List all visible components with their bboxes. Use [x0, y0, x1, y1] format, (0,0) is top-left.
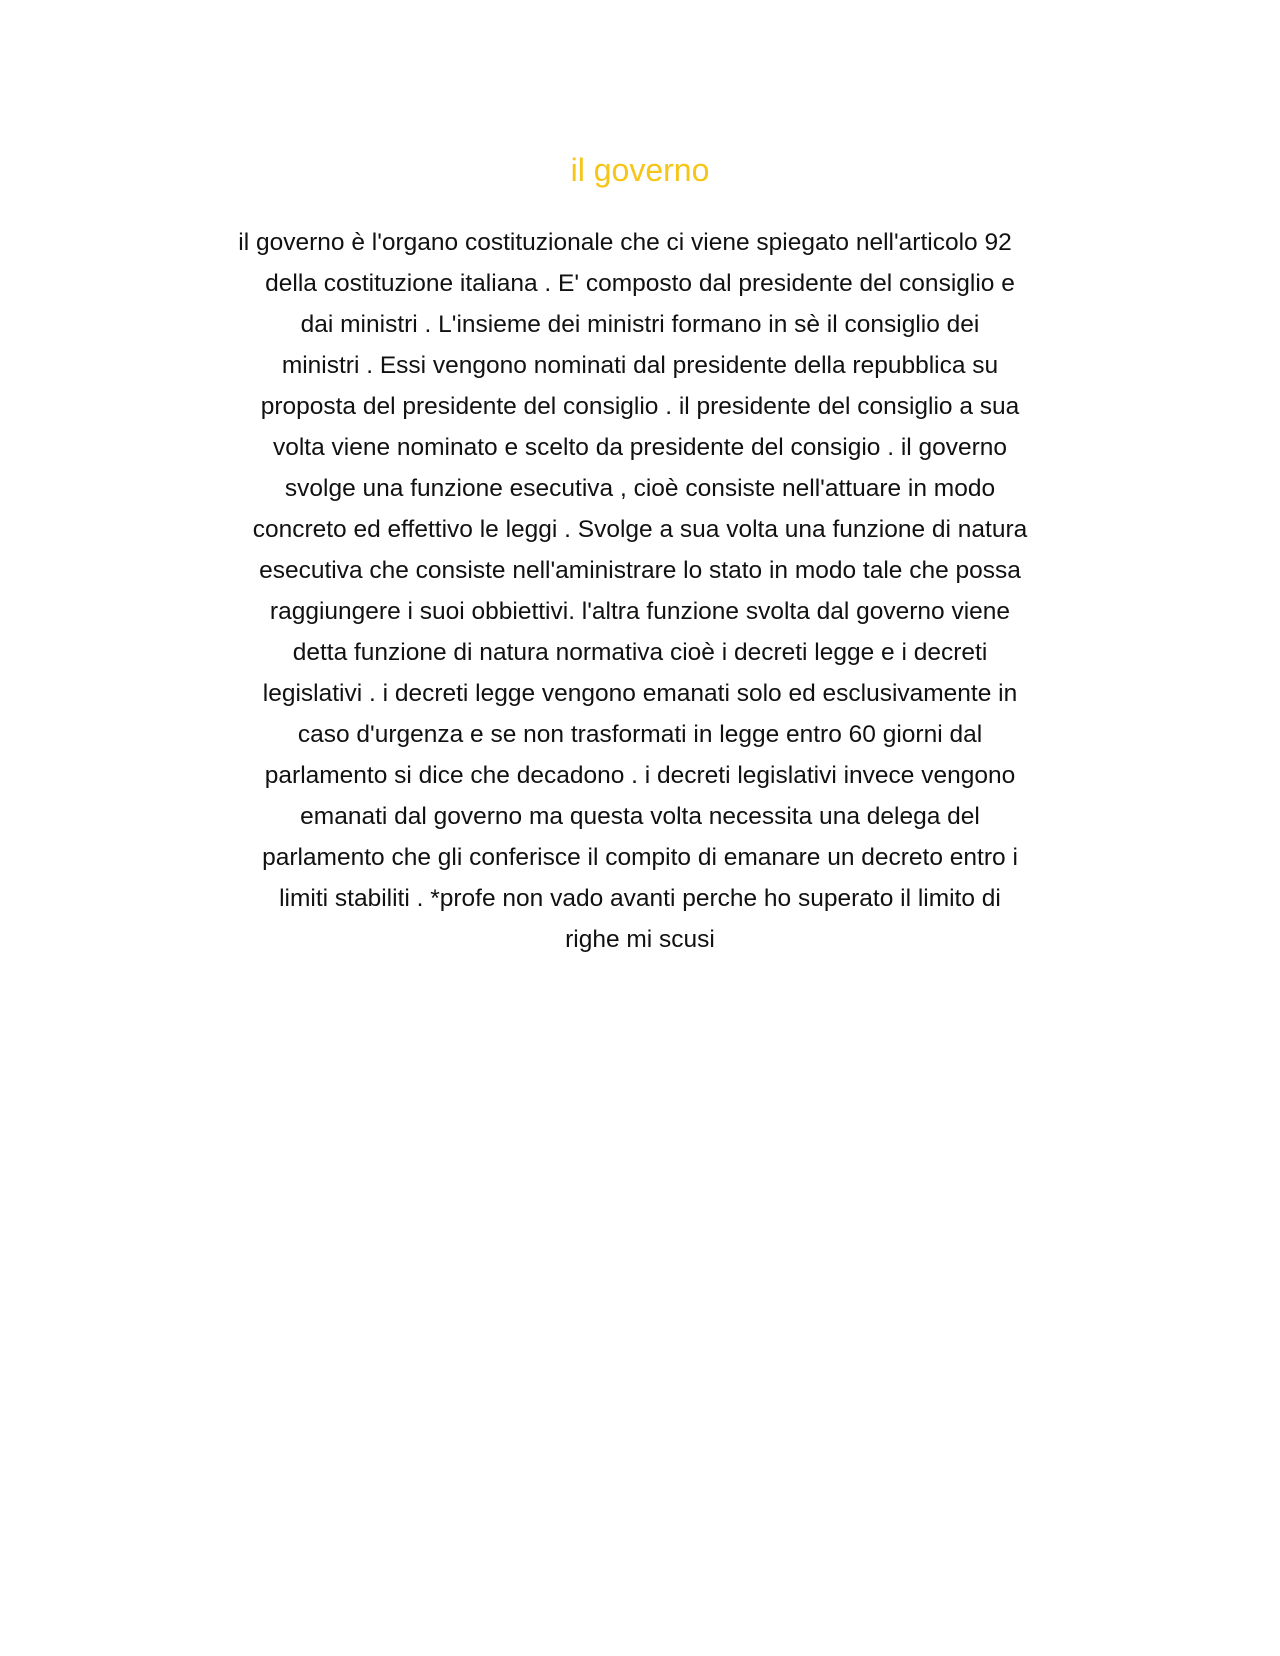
document-title: il governo	[570, 152, 710, 188]
body-line: parlamento si dice che decadono . i decreti legislativi invece vengono	[264, 762, 1016, 789]
body-line: concreto ed effettivo le leggi . Svolge a sua volta una funzione di natura	[252, 516, 1028, 543]
body-line: raggiungere i suoi obbiettivi. l'altra funzione svolta dal governo viene	[269, 598, 1011, 625]
body-line: della costituzione italiana . E' composto dal presidente del consiglio e	[265, 270, 1015, 297]
body-line: ministri . Essi vengono nominati dal presidente della repubblica su	[281, 352, 999, 379]
body-line: dai ministri . L'insieme dei ministri formano in sè il consiglio dei	[300, 311, 980, 338]
body-line: il governo è l'organo costituzionale che ci viene spiegato nell'articolo 92	[238, 229, 1012, 256]
body-line: legislativi . i decreti legge vengono emanati solo ed esclusivamente in	[262, 680, 1018, 707]
body-line: righe mi scusi	[565, 926, 715, 953]
body-line: caso d'urgenza e se non trasformati in legge entro 60 giorni dal	[297, 721, 983, 748]
body-line: parlamento che gli conferisce il compito di emanare un decreto entro i	[262, 844, 1018, 871]
body-line: limiti stabiliti . *profe non vado avanti perche ho superato il limito di	[279, 885, 1001, 912]
body-line: svolge una funzione esecutiva , cioè consiste nell'attuare in modo	[284, 475, 996, 502]
body-line: proposta del presidente del consiglio . il presidente del consiglio a sua	[260, 393, 1020, 420]
document-body	[0, 222, 1280, 960]
body-line: emanati dal governo ma questa volta necessita una delega del	[300, 803, 980, 830]
body-line: detta funzione di natura normativa cioè i decreti legge e i decreti	[292, 639, 988, 666]
body-line: esecutiva che consiste nell'aministrare lo stato in modo tale che possa	[259, 557, 1021, 584]
body-line: volta viene nominato e scelto da presidente del consigio . il governo	[272, 434, 1008, 461]
